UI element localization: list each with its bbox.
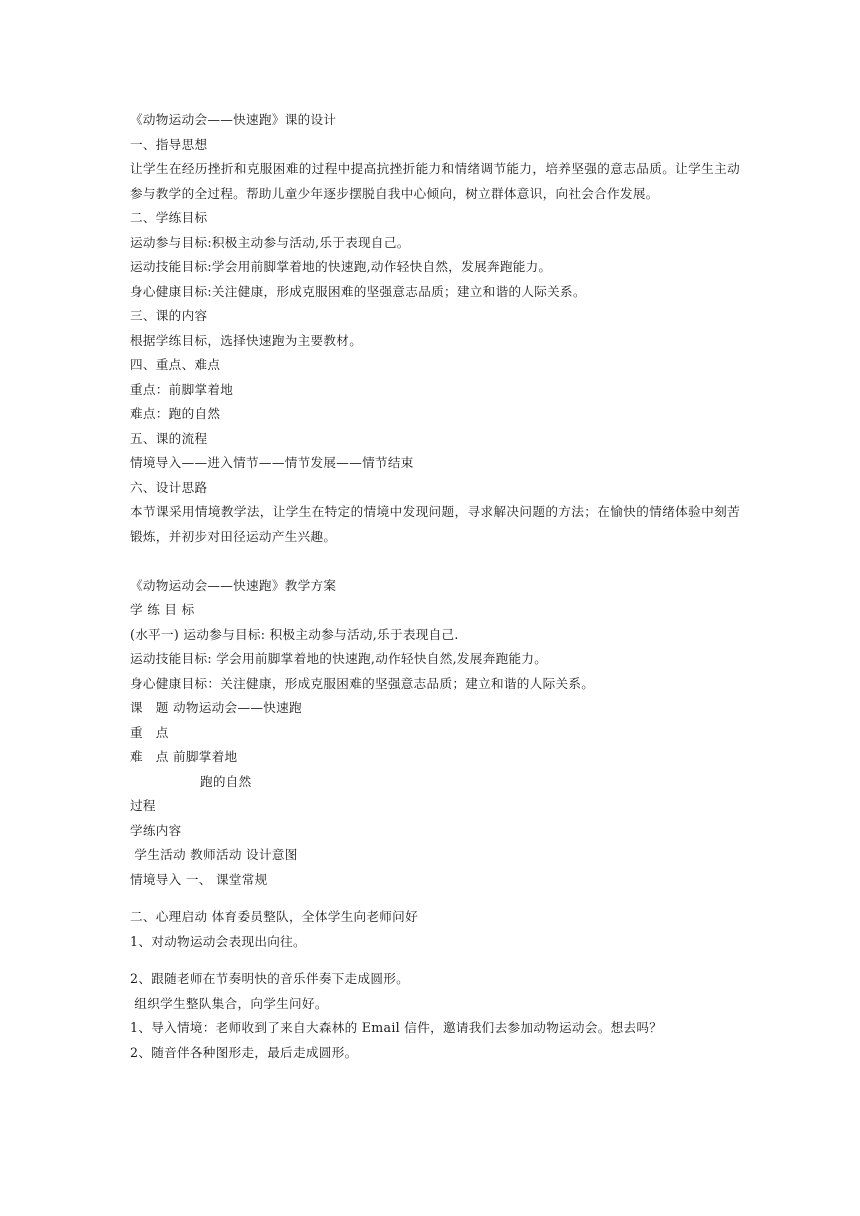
key-point-line: 重点：前脚掌着地 (130, 381, 234, 397)
plan-step-2: 二、心理启动 体育委员整队，全体学生向老师问好 (130, 909, 418, 924)
section-1-heading: 一、指导思想 (130, 136, 208, 152)
plan-intro: 情境导入 一、 课堂常规 (130, 871, 268, 887)
section-1-body: 让学生在经历挫折和克服困难的过程中提高抗挫折能力和情绪调节能力，培养坚强的意志品质。让学生主动参与教学的全过程。帮助儿童少年逐步摆脱自我中心倾向，树立群体意识，向社会合作发展。 (130, 161, 740, 201)
plan-key-point: 重 点 (130, 724, 169, 740)
section-3-heading: 三、课的内容 (130, 308, 208, 323)
section-2-heading: 二、学练目标 (130, 210, 208, 225)
goal-participation: 运动参与目标:积极主动参与活动,乐于表现自己。 (130, 234, 410, 250)
plan-columns: 学生活动 教师活动 设计意图 (130, 847, 298, 862)
plan-goals-label: 学 练 目 标 (130, 602, 195, 617)
paragraph-gap (130, 549, 740, 574)
plan-difficulty: 难 点 前脚掌着地 (130, 749, 238, 764)
section-5-body: 情境导入——进入情节——情节发展——情节结束 (130, 455, 414, 470)
section-6-body: 本节课采用情境教学法，让学生在特定的情境中发现问题，寻求解决问题的方法；在愉快的情绪体验中刻苦锻炼，并初步对田径运动产生兴趣。 (130, 504, 740, 544)
goal-health: 身心健康目标:关注健康，形成克服困难的坚强意志品质；建立和谐的人际关系。 (130, 283, 586, 299)
plan-step-2-item-2: 2、跟随老师在节奏明快的音乐伴奏下走成圆形。 (130, 971, 410, 986)
plan-difficulty-2: 跑的自然 (200, 773, 252, 789)
plan-goal-health: 身心健康目标：关注健康，形成克服困难的坚强意志品质；建立和谐的人际关系。 (130, 675, 595, 691)
plan-topic: 课 题 动物运动会——快速跑 (130, 700, 302, 715)
plan-step-2-item-3: 组织学生整队集合，向学生问好。 (130, 995, 328, 1011)
plan-step-2-item-1: 1、对动物运动会表现出向往。 (130, 933, 306, 949)
design-title: 《动物运动会——快速跑》课的设计 (130, 112, 337, 127)
plan-title: 《动物运动会——快速跑》教学方案 (130, 577, 337, 593)
document-page (130, 108, 740, 1065)
goal-skill: 运动技能目标:学会用前脚掌着地的快速跑,动作轻快自然，发展奔跑能力。 (130, 259, 552, 274)
section-4-heading: 四、重点、难点 (130, 357, 221, 372)
paragraph-gap (130, 954, 740, 967)
plan-process: 过程 (130, 798, 156, 813)
difficulty-line: 难点：跑的自然 (130, 406, 221, 421)
section-3-body: 根据学练目标，选择快速跑为主要教材。 (130, 332, 363, 348)
section-6-heading: 六、设计思路 (130, 479, 208, 495)
section-5-heading: 五、课的流程 (130, 430, 208, 446)
plan-step-2-item-4: 1、导入情境：老师收到了来自大森林的 Email 信件，邀请我们去参加动物运动会。想去吗？ (130, 1020, 663, 1035)
paragraph-gap (130, 892, 740, 905)
plan-content: 学练内容 (130, 822, 182, 838)
plan-goal-skill: 运动技能目标: 学会用前脚掌着地的快速跑,动作轻快自然,发展奔跑能力。 (130, 651, 548, 666)
plan-goal-participation: (水平一) 运动参与目标: 积极主动参与活动,乐于表现自己. (130, 626, 459, 642)
plan-step-2-item-5: 2、随音伴各种图形走，最后走成圆形。 (130, 1044, 358, 1060)
